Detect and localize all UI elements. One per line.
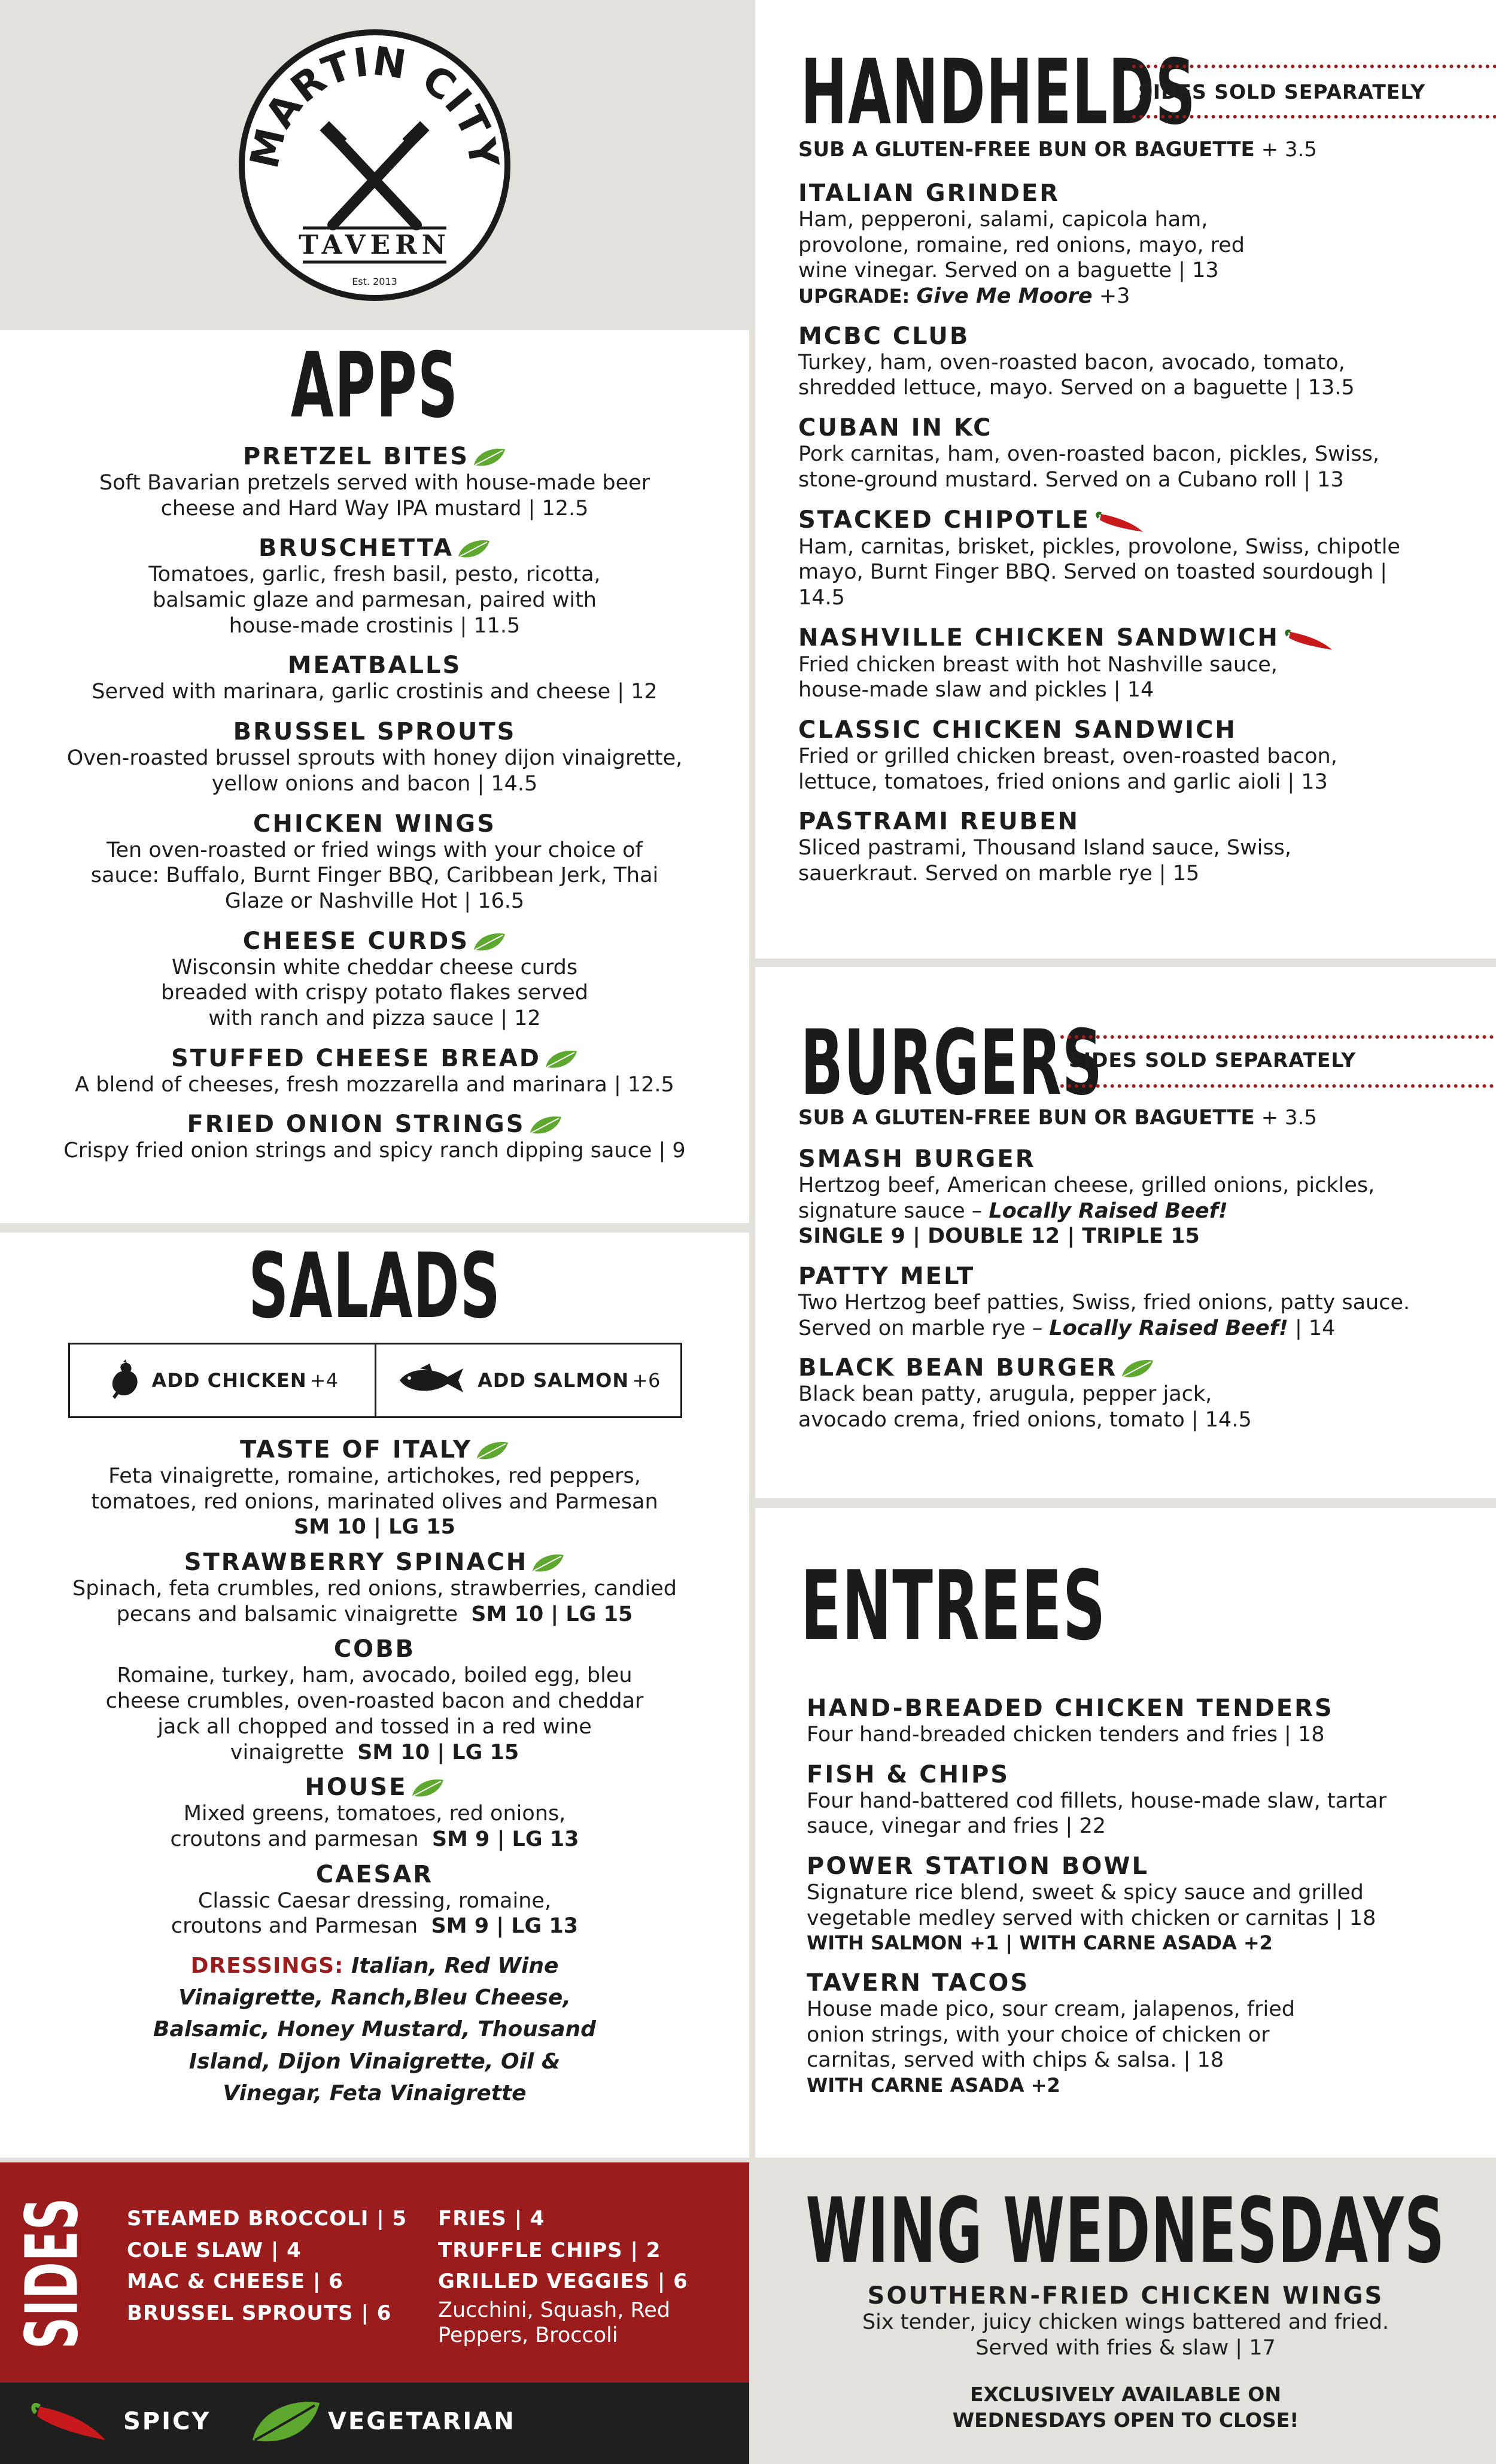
list-item [798,808,1462,886]
list-item [24,927,725,1032]
fish-icon [396,1364,468,1397]
handhelds-dots-top [1132,65,1496,68]
item-name: STRAWBERRY SPINACH [184,1549,528,1577]
item-name: BRUSCHETTA [258,534,454,562]
item-desc: Ham, carnitas, brisket, pickles, provolone, Swiss, chipotle mayo, Burnt Finger BBQ. Served on toasted sourdough | 14.5 [798,534,1400,610]
upgrade-price: +3 [1099,284,1130,309]
apps-title: APPS [290,334,459,438]
list-item [798,180,1462,309]
item-desc: Four hand-breaded chicken tenders and fries | 18 [807,1723,1325,1747]
item-desc: Sliced pastrami, Thousand Island sauce, Swiss, sauerkraut. Served on marble rye | 15 [798,836,1291,886]
wing-wednesdays-body [779,2282,1472,2433]
vegetarian-leaf-icon [473,932,506,953]
vegetarian-leaf-icon [531,1553,565,1574]
handhelds-title: HANDHELDS [801,41,1196,145]
item-name: COBB [333,1635,416,1663]
handhelds-sub [798,138,1317,162]
list-item [24,652,725,705]
vegetarian-leaf-icon [411,1778,445,1799]
chicken-icon [107,1359,142,1401]
spicy-chili-icon [1284,626,1334,652]
item-desc: Classic Caesar dressing, romaine, croutons and Parmesan [171,1888,552,1939]
add-chicken-price: +4 [309,1369,338,1392]
item-name: NASHVILLE CHICKEN SANDWICH [798,623,1279,652]
sides-col2 [438,2203,701,2348]
list-item [798,506,1462,611]
item-name: FRIED ONION STRINGS [187,1111,525,1139]
list-item [36,1635,713,1765]
upgrade-label: UPGRADE: [798,285,910,308]
item-sizes: SM 10 | LG 15 [471,1602,633,1626]
item-name: STUFFED CHEESE BREAD [171,1044,541,1072]
legend-bar [0,2383,749,2464]
sides-col1 [127,2203,407,2329]
item-desc: Four hand-battered cod fillets, house-made slaw, tartar sauce, vinegar and fries | 22 [807,1788,1387,1839]
burgers-note: SIDES SOLD SEPARATELY [1069,1048,1357,1072]
handhelds-note: SIDES SOLD SEPARATELY [1138,80,1426,104]
add-salmon-label: ADD SALMON [478,1369,630,1392]
item-desc: Fried or grilled chicken breast, oven-roasted bacon, lettuce, tomatoes, fried onions and garlic aioli | 13 [798,744,1337,794]
list-item [36,1861,713,1939]
upgrade-name: Give Me Moore [916,284,1093,309]
item-desc: Tomatoes, garlic, fresh basil, pesto, ricotta, balsamic glaze and parmesan, paired with house-made crostinis | 11.5 [148,562,601,638]
item-name: POWER STATION BOWL [807,1852,1150,1881]
side-item: STEAMED BROCCOLI | 5 [127,2207,408,2231]
item-sizes: SM 9 | LG 13 [431,1827,579,1851]
legend-vegetarian: VEGETARIAN [328,2408,516,2435]
item-desc: Spinach, feta crumbles, red onions, strawberries, candied pecans and balsamic vinaigrette [72,1577,677,1626]
burgers-dots-top [1060,1035,1496,1039]
sub-price: + 3.5 [1261,1106,1317,1130]
apps-list [24,443,725,1177]
list-item [24,443,725,521]
item-name: FISH & CHIPS [807,1760,1010,1788]
item-desc: Wisconsin white cheddar cheese curds breaded with crispy potato flakes served with ranch and pizza sauce | 12 [160,955,589,1030]
item-highlight: Locally Raised Beef! [989,1198,1228,1223]
side-item: COLE SLAW | 4 [127,2238,302,2262]
logo-line1: MARTIN CITY [241,38,508,172]
burgers-title: BURGERS [801,1011,1103,1115]
list-item [798,323,1462,401]
dressings [141,1950,608,2109]
list-item [807,1761,1465,1839]
list-item [24,810,725,914]
item-desc: Ten oven-roasted or fried wings with your choice of sauce: Buffalo, Burnt Finger BBQ, Caribbean Jerk, Thai Glaze or Nashville Hot | 16.5 [90,838,659,913]
salad-addons-box [68,1343,682,1418]
logo-area [0,0,749,330]
item-name: CHEESE CURDS [242,927,470,955]
sides-title: SIDES [11,2197,95,2349]
list-item [798,414,1462,492]
salads-list [36,1436,713,2109]
item-name: CAESAR [315,1860,434,1888]
vegetarian-leaf-icon [476,1440,509,1462]
item-name: STACKED CHIPOTLE [798,506,1090,534]
item-name: PRETZEL BITES [242,443,470,470]
entrees-title: ENTREES [801,1550,1106,1662]
item-desc: Signature rice blend, sweet & spicy sauce and grilled vegetable medley served with chicken or carnitas | 18 [807,1881,1376,1930]
wing-wednesdays-note: EXCLUSIVELY AVAILABLE ON WEDNESDAYS OPEN TO CLOSE! [952,2383,1299,2432]
item-desc: Romaine, turkey, ham, avocado, boiled egg, bleu cheese crumbles, oven-roasted bacon and cheddar jack all chopped and tossed in a red wine vinaigrette [105,1663,644,1765]
burgers-sub [798,1106,1317,1130]
handhelds-panel [755,0,1496,959]
legend-spicy: SPICY [123,2408,211,2435]
item-name: MCBC CLUB [798,322,970,350]
list-item [36,1774,713,1852]
item-name: PASTRAMI REUBEN [798,808,1080,836]
list-item [798,1354,1462,1432]
dressings-label: DRESSINGS: [190,1953,344,1978]
list-item [24,534,725,638]
salads-title: SALADS [248,1234,501,1339]
add-salmon-option [376,1344,681,1416]
item-name: MEATBALLS [287,652,462,680]
salads-panel [0,1233,749,2158]
item-desc: Pork carnitas, ham, oven-roasted bacon, pickles, Swiss, stone-ground mustard. Served on a Cubano roll | 13 [798,442,1379,492]
apps-panel [0,330,749,1223]
item-sizes: SM 10 | LG 15 [293,1515,455,1540]
item-desc: Feta vinaigrette, romaine, artichokes, red peppers, tomatoes, red onions, marinated olives and Parmesan [91,1464,658,1514]
list-item [24,718,725,796]
item-sizes: SM 9 | LG 13 [431,1914,579,1939]
item-name: BRUSSEL SPROUTS [233,718,516,746]
item-name: TASTE OF ITALY [240,1436,472,1464]
handhelds-list [798,180,1462,900]
wing-wednesdays-desc: Six tender, juicy chicken wings battered and fried. Served with fries & slaw | 17 [862,2310,1389,2360]
sub-label: SUB A GLUTEN-FREE BUN OR BAGUETTE [798,138,1255,162]
item-desc: Fried chicken breast with hot Nashville sauce, house-made slaw and pickles | 14 [798,652,1278,702]
add-chicken-label: ADD CHICKEN [151,1369,307,1392]
wing-wednesdays-title: WING WEDNESDAYS [805,2179,1446,2283]
item-desc: Crispy fried onion strings and spicy ranch dipping sauce | 9 [63,1139,686,1163]
item-desc: Soft Bavarian pretzels served with house-made beer cheese and Hard Way IPA mustard | 12.5 [99,471,650,521]
item-desc: Black bean patty, arugula, pepper jack, avocado crema, fried onions, tomato | 14.5 [798,1382,1252,1432]
add-salmon-price: +6 [632,1369,661,1392]
vegetarian-leaf-icon [529,1115,562,1136]
burgers-panel [755,967,1496,1498]
wing-wednesdays-subtitle: SOUTHERN-FRIED CHICKEN WINGS [867,2282,1384,2310]
burgers-list [798,1145,1462,1446]
list-item [807,1695,1465,1748]
item-name: SMASH BURGER [798,1145,1036,1173]
entrees-list [807,1695,1465,2112]
side-item: BRUSSEL SPROUTS | 6 [127,2301,392,2326]
logo-line2: TAVERN [299,230,451,260]
vegetarian-leaf-icon [250,2398,322,2446]
list-item [798,1263,1462,1341]
vegetarian-leaf-icon [1121,1358,1154,1380]
handhelds-dots-bottom [1132,115,1496,118]
item-desc: Two Hertzog beef patties, Swiss, fried onions, patty sauce. Served on marble rye – [798,1291,1410,1340]
dressings-list: Italian, Red Wine Vinaigrette, Ranch,Bleu Cheese, Balsamic, Honey Mustard, Thousand Island, Dijon Vinaigrette, Oil & Vinegar, Feta Vinaigrette [153,1953,596,2106]
side-item: FRIES | 4 [438,2207,545,2231]
item-name: PATTY MELT [798,1263,975,1291]
list-item [807,1852,1465,1956]
item-name: ITALIAN GRINDER [798,180,1060,207]
burgers-dots-bottom [1060,1084,1496,1088]
item-name: TAVERN TACOS [807,1969,1030,1997]
item-name: HOUSE [305,1774,408,1802]
list-item [798,1145,1462,1249]
vegetarian-leaf-icon [457,539,491,560]
item-desc: A blend of cheeses, fresh mozzarella and marinara | 12.5 [75,1072,674,1097]
list-item [36,1549,713,1627]
side-item-note: Zucchini, Squash, Red Peppers, Broccoli [438,2298,670,2348]
spicy-chili-icon [1095,508,1145,534]
sub-price: + 3.5 [1261,138,1317,162]
list-item [24,1045,725,1098]
vegetarian-leaf-icon [473,447,506,469]
item-desc: Served with marinara, garlic crostinis and cheese | 12 [92,680,658,704]
item-desc: Oven-roasted brussel sprouts with honey dijon vinaigrette, yellow onions and bacon | 14.5 [66,746,683,796]
entrees-panel [755,1508,1496,2158]
side-item: MAC & CHEESE | 6 [127,2270,343,2294]
item-name: CLASSIC CHICKEN SANDWICH [798,716,1237,744]
logo-est: Est. 2013 [352,276,397,287]
sub-label: SUB A GLUTEN-FREE BUN OR BAGUETTE [798,1106,1255,1130]
item-name: CHICKEN WINGS [253,810,496,838]
side-item: GRILLED VEGGIES | 6 [438,2270,688,2294]
sides-title-wrap [5,2186,101,2360]
item-sizes: SM 10 | LG 15 [357,1740,519,1765]
item-highlight: Locally Raised Beef! [1049,1316,1288,1340]
sides-panel [0,2162,749,2383]
item-name: HAND-BREADED CHICKEN TENDERS [807,1695,1334,1722]
item-desc: Mixed greens, tomatoes, red onions, croutons and parmesan [170,1802,566,1851]
item-name: BLACK BEAN BURGER [798,1354,1118,1382]
side-item: TRUFFLE CHIPS | 2 [438,2238,661,2262]
spicy-chili-icon [31,2397,109,2445]
list-item [24,1111,725,1164]
item-desc: Ham, pepperoni, salami, capicola ham, provolone, romaine, red onions, mayo, red wine vinegar. Served on a baguette | 13 [798,208,1245,283]
item-price: | 14 [1294,1316,1336,1340]
item-extra: WITH CARNE ASADA +2 [807,2074,1060,2097]
item-desc: Hertzog beef, American cheese, grilled onions, pickles, signature sauce – [798,1173,1375,1223]
list-item [798,624,1462,703]
vegetarian-leaf-icon [545,1049,578,1070]
item-desc: House made pico, sour cream, jalapenos, fried onion strings, with your choice of chicken or carnitas, served with chips & salsa. | 18 [807,1997,1295,2073]
list-item [807,1969,1465,2098]
list-item [798,716,1462,795]
item-sizes: SINGLE 9 | DOUBLE 12 | TRIPLE 15 [798,1224,1200,1249]
add-chicken-option [70,1344,376,1416]
item-extra: WITH SALMON +1 | WITH CARNE ASADA +2 [807,1931,1273,1955]
item-desc: Turkey, ham, oven-roasted bacon, avocado, tomato, shredded lettuce, mayo. Served on a baguette | 13.5 [798,350,1355,400]
logo [237,28,512,303]
list-item [36,1436,713,1540]
item-name: CUBAN IN KC [798,414,993,442]
wing-wednesdays-panel [755,2162,1496,2464]
